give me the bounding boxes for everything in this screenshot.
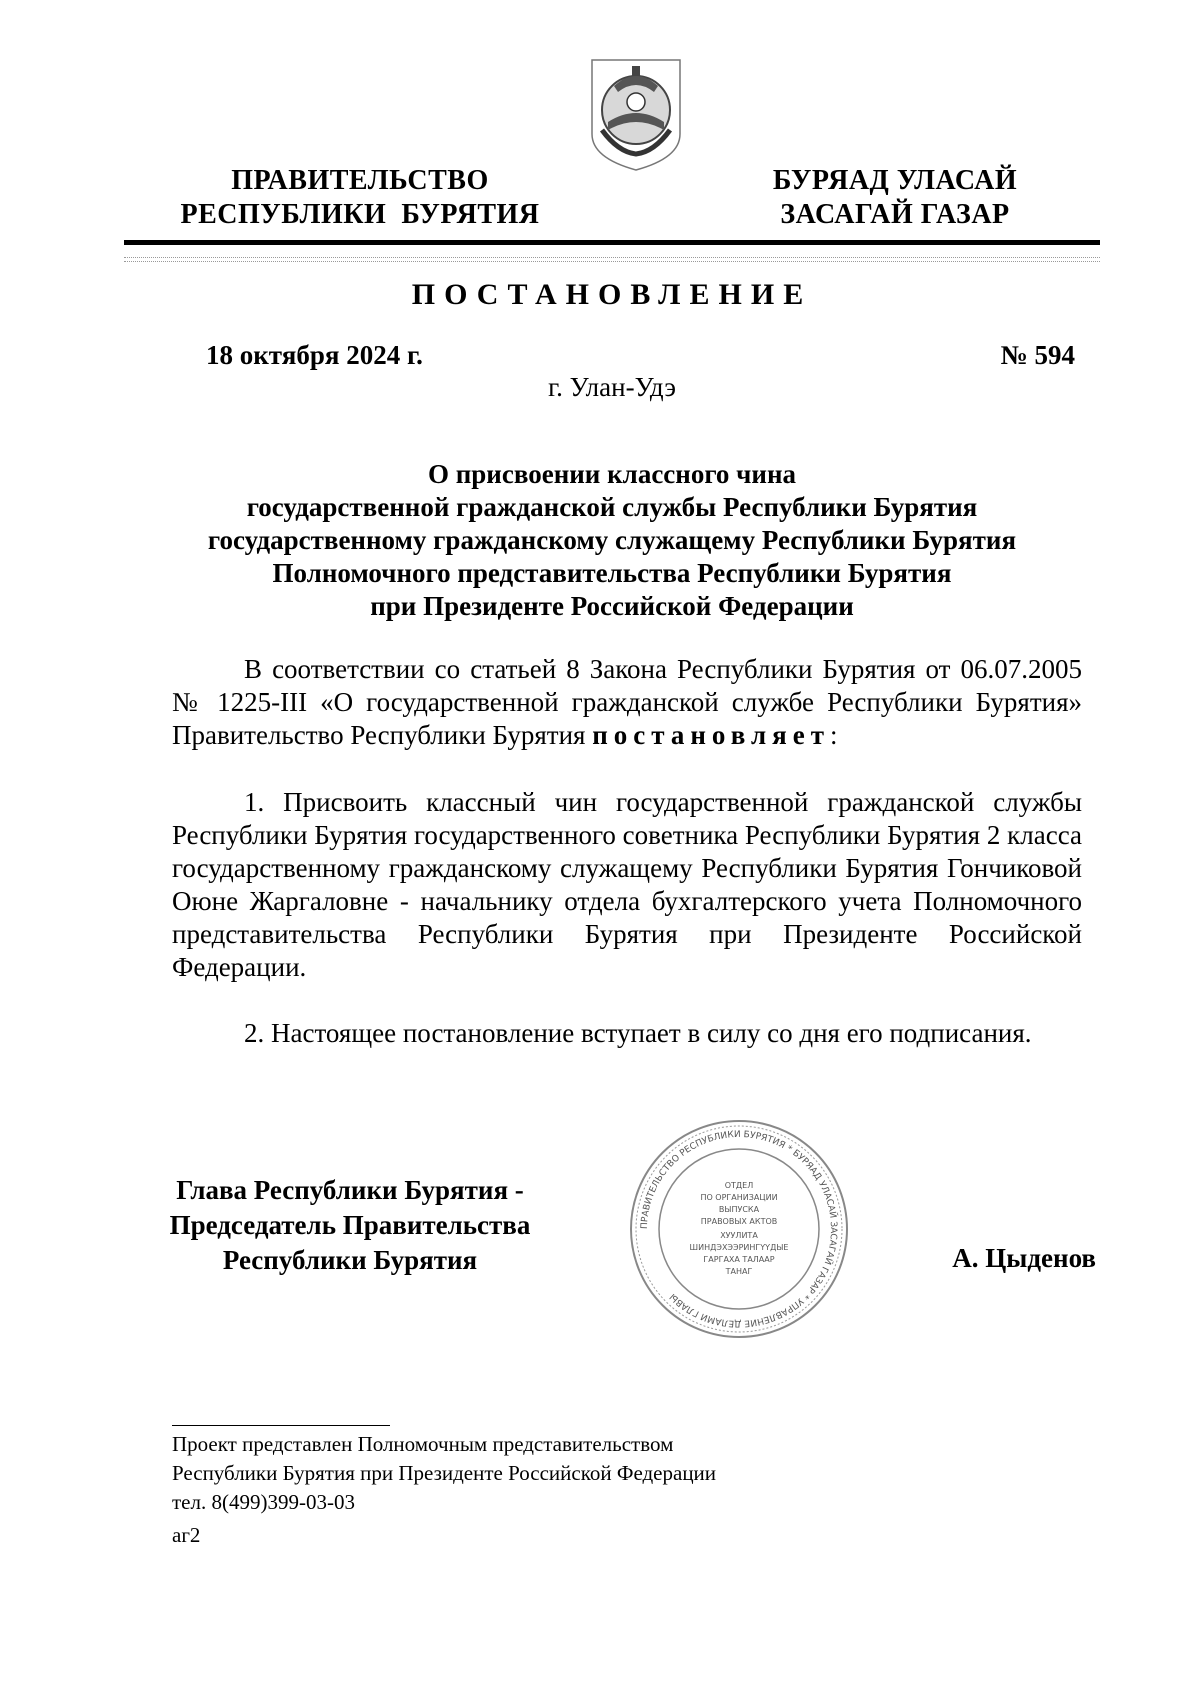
stamp-line-4: ПРАВОВЫХ АКТОВ	[700, 1217, 778, 1226]
title-line-1: О присвоении классного чина	[427, 459, 797, 489]
item-1: 1. Присвоить классный чин государственной гражданской службы Республики Бурятия государственного советника Республики Бурятия 2 класса государственному гражданскому служащему Республики Бурятия Гончиковой Оюне Жаргаловне - начальнику отдела бухгалтерского учета Полномочного представительства Республики Бурятия при Президенте Российской Федерации.	[172, 787, 1082, 982]
footnote-line-2: Республики Бурятия при Президенте Российской Федерации	[172, 1461, 717, 1485]
footnote-rule	[172, 1425, 390, 1426]
stamp-line-6: ШИНДЭХЭЭРИНГҮҮДЫЕ	[689, 1243, 789, 1252]
footnote	[172, 1430, 972, 1517]
stamp-line-5: ХУУЛИТА	[720, 1231, 758, 1240]
footnote-line-3: тел. 8(499)399-03-03	[172, 1490, 355, 1514]
header-right-line-2: ЗАСАГАЙ ГАЗАР	[780, 199, 1010, 230]
header-right	[745, 164, 1045, 232]
header-rule-thick	[124, 240, 1100, 245]
preamble-tail: :	[829, 720, 838, 750]
document-number: № 594	[1000, 340, 1075, 370]
header-rule-thin	[124, 257, 1100, 262]
coat-of-arms-icon	[588, 56, 684, 174]
header-left-line-1: ПРАВИТЕЛЬСТВО	[231, 165, 489, 196]
stamp-line-8: ТАНАГ	[725, 1267, 753, 1276]
signature-position-line-2: Председатель Правительства	[169, 1210, 531, 1240]
header-left	[170, 164, 550, 232]
signature-position	[150, 1173, 550, 1278]
document-date: 18 октября 2024 г.	[206, 340, 423, 370]
stamp-line-7: ГАРГАХА ТАЛААР	[703, 1255, 775, 1264]
stamp-line-3: ВЫПУСКА	[718, 1205, 760, 1214]
stamp-line-1: ОТДЕЛ	[724, 1181, 754, 1190]
title-line-4: Полномочного представительства Республики Бурятия	[272, 558, 952, 588]
stamp-line-2: ПО ОРГАНИЗАЦИИ	[700, 1193, 778, 1202]
preamble-emphasis: постановляет	[592, 720, 830, 750]
header-right-line-1: БУРЯАД УЛАСАЙ	[772, 165, 1018, 196]
official-stamp	[628, 1118, 850, 1340]
title-line-5: при Президенте Российской Федерации	[370, 591, 854, 621]
document-title	[124, 458, 1100, 623]
stamp-ring-text: ПРАВИТЕЛЬСТВО РЕСПУБЛИКИ БУРЯТИЯ * БУРЯАД УЛАСАЙ ЗАСАГАЙ ГАЗАР * УПРАВЛЕНИЕ ДЕЛАМИ ГЛАВЫ	[639, 1129, 839, 1329]
document-type: ПОСТАНОВЛЕНИЕ	[411, 278, 813, 311]
signature-position-line-1: Глава Республики Бурятия -	[176, 1175, 524, 1205]
footnote-line-1: Проект представлен Полномочным представительством	[172, 1432, 674, 1456]
header-left-line-2: РЕСПУБЛИКИ БУРЯТИЯ	[180, 199, 540, 230]
title-line-3: государственному гражданскому служащему Республики Бурятия	[207, 525, 1017, 555]
item-2: 2. Настоящее постановление вступает в силу со дня его подписания.	[244, 1018, 1032, 1048]
document-code: аг2	[172, 1523, 201, 1547]
preamble	[172, 653, 1082, 752]
document-city: г. Улан-Удэ	[548, 372, 676, 402]
title-line-2: государственной гражданской службы Республики Бурятия	[246, 492, 978, 522]
signature-position-line-3: Республики Бурятия	[222, 1245, 478, 1275]
preamble-text: В соответствии со статьей 8 Закона Республики Бурятия от 06.07.2005 № 1225-III «О государственной гражданской службе Республики Бурятия» Правительство Республики Бурятия	[172, 654, 1082, 750]
signature-name: А. Цыденов	[952, 1243, 1096, 1273]
